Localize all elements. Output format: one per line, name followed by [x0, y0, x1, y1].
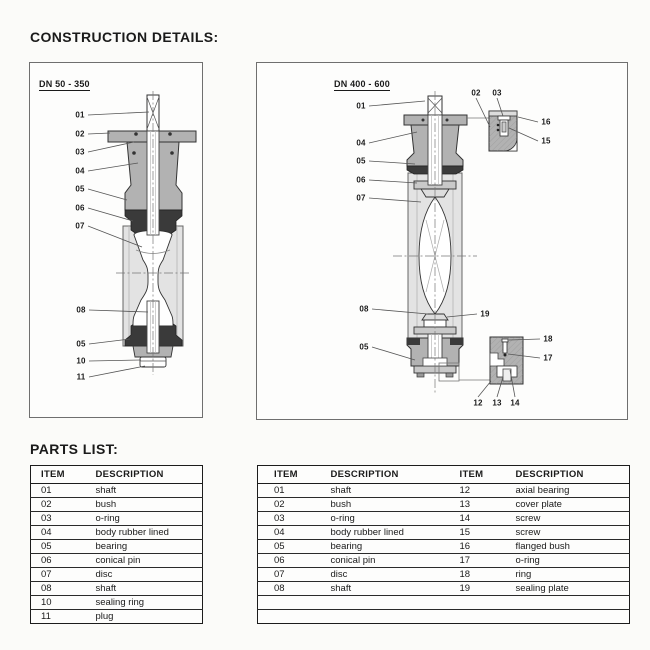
part-number-label: 06: [356, 175, 366, 185]
item-cell: 13: [448, 498, 503, 512]
part-number-label: 18: [543, 334, 553, 344]
description-cell: bush: [86, 498, 203, 512]
parts-list-title: PARTS LIST:: [30, 441, 119, 457]
description-cell: flanged bush: [503, 540, 630, 554]
description-cell: ring: [503, 568, 630, 582]
part-number-label: 01: [356, 101, 366, 111]
part-number-label: 10: [76, 356, 86, 366]
item-cell: 03: [258, 512, 318, 526]
table-row: [258, 554, 630, 568]
part-number-label: 16: [541, 117, 551, 127]
part-number-label: 15: [541, 136, 551, 146]
part-number-label: 05: [356, 156, 366, 166]
column-header-description: DESCRIPTION: [503, 466, 630, 484]
description-cell: shaft: [86, 582, 203, 596]
part-number-label: 19: [480, 309, 490, 319]
table-row: [31, 484, 203, 498]
description-cell: conical pin: [318, 554, 448, 568]
description-cell: disc: [86, 568, 203, 582]
diagram-dn50-350: [29, 62, 203, 418]
table-row: [258, 540, 630, 554]
table-row: [31, 582, 203, 596]
part-number-label: 02: [75, 129, 85, 139]
table-row: [258, 484, 630, 498]
description-cell: bearing: [86, 540, 203, 554]
item-cell: 04: [31, 526, 86, 540]
description-cell: o-ring: [318, 512, 448, 526]
bush-dot: [422, 119, 425, 122]
table-row: [31, 512, 203, 526]
part-number-label: 02: [471, 88, 481, 98]
column-header-description: DESCRIPTION: [86, 466, 203, 484]
part-number-label: 04: [356, 138, 366, 148]
part-number-label: 07: [356, 193, 366, 203]
table-header: [258, 466, 630, 484]
table-header: [31, 466, 203, 484]
part-number-label: 13: [492, 398, 502, 408]
empty-cell: [258, 610, 630, 624]
part-number-label: 05: [76, 339, 86, 349]
part-number-label: 01: [75, 110, 85, 120]
parts-table-dn50-350: [30, 465, 203, 624]
table-row: [258, 498, 630, 512]
description-cell: shaft: [318, 484, 448, 498]
description-cell: shaft: [86, 484, 203, 498]
item-cell: 04: [258, 526, 318, 540]
part-number-label: 04: [75, 166, 85, 176]
item-cell: 06: [258, 554, 318, 568]
item-cell: 02: [31, 498, 86, 512]
part-number-label: 03: [492, 88, 502, 98]
description-cell: axial bearing: [503, 484, 630, 498]
item-cell: 08: [31, 582, 86, 596]
table-row: [31, 526, 203, 540]
item-cell: 01: [31, 484, 86, 498]
column-header-item: ITEM: [448, 466, 503, 484]
description-cell: bearing: [318, 540, 448, 554]
description-cell: shaft: [318, 582, 448, 596]
item-cell: 16: [448, 540, 503, 554]
foot: [417, 373, 424, 377]
table-row: [31, 596, 203, 610]
description-cell: body rubber lined: [318, 526, 448, 540]
column-header-item: ITEM: [258, 466, 318, 484]
description-cell: plug: [95, 611, 114, 622]
table-row-empty: [258, 610, 630, 624]
table-row: [258, 512, 630, 526]
part-number-label: 11: [76, 372, 86, 382]
item-cell: 18: [448, 568, 503, 582]
part-number-label: 06: [75, 203, 85, 213]
page-title: CONSTRUCTION DETAILS:: [30, 29, 219, 45]
part-number-label: 05: [359, 342, 369, 352]
item-cell: 12: [448, 484, 503, 498]
item-cell: 07: [31, 568, 86, 582]
description-cell: screw: [503, 526, 630, 540]
item-cell: 02: [258, 498, 318, 512]
part-number-label: 12: [473, 398, 483, 408]
description-cell: disc: [318, 568, 448, 582]
table-row: [31, 568, 203, 582]
part-number-label: 17: [543, 353, 553, 363]
diagram-dn400-600: [256, 62, 628, 420]
item-cell: 08: [258, 582, 318, 596]
foot: [446, 373, 453, 377]
item-cell: 07: [258, 568, 318, 582]
bearing-lower: [407, 338, 420, 345]
item-cell: 17: [448, 554, 503, 568]
table-row: [31, 554, 203, 568]
part-number-label: 07: [75, 221, 85, 231]
description-cell: sealing plate: [503, 582, 630, 596]
part-number-label: 05: [75, 184, 85, 194]
column-header-description: DESCRIPTION: [318, 466, 448, 484]
description-cell: screw: [503, 512, 630, 526]
item-cell: 10: [31, 596, 86, 610]
item-cell: 14: [448, 512, 503, 526]
description-cell: bush: [318, 498, 448, 512]
description-cell: sealing ring: [86, 596, 203, 610]
empty-cell: [258, 596, 630, 610]
description-cell: conical pin: [86, 554, 203, 568]
item-cell: 11: [41, 611, 51, 622]
item-cell: 03: [31, 512, 86, 526]
size-range-caption: DN 400 - 600: [334, 79, 390, 89]
valve-drawing-dn400-600: [257, 63, 627, 419]
table-row: [31, 610, 203, 624]
table-row: [258, 582, 630, 596]
description-cell: cover plate: [503, 498, 630, 512]
table-row: [258, 568, 630, 582]
bush-dot: [446, 119, 449, 122]
detail-inset-bottom: [490, 337, 523, 384]
part-number-label: 08: [76, 305, 86, 315]
item-cell: 01: [258, 484, 318, 498]
item-cell: 06: [31, 554, 86, 568]
table-row: [31, 498, 203, 512]
bearing-lower: [450, 338, 463, 345]
table-row: [258, 526, 630, 540]
part-number-label: 03: [75, 147, 85, 157]
description-cell: body rubber lined: [86, 526, 203, 540]
part-number-label: 14: [510, 398, 520, 408]
item-cell: 15: [448, 526, 503, 540]
valve-drawing-dn50-350: [30, 63, 202, 417]
item-cell: 05: [258, 540, 318, 554]
column-header-item: ITEM: [31, 466, 86, 484]
parts-table-dn400-600: [257, 465, 630, 624]
item-cell: 19: [448, 582, 503, 596]
detail-inset-top: [489, 111, 517, 151]
table-row: [31, 540, 203, 554]
table-row-empty: [258, 596, 630, 610]
description-cell: o-ring: [86, 512, 203, 526]
item-cell: 05: [31, 540, 86, 554]
part-number-label: 08: [359, 304, 369, 314]
description-cell: o-ring: [503, 554, 630, 568]
size-range-caption: DN 50 - 350: [39, 79, 90, 89]
